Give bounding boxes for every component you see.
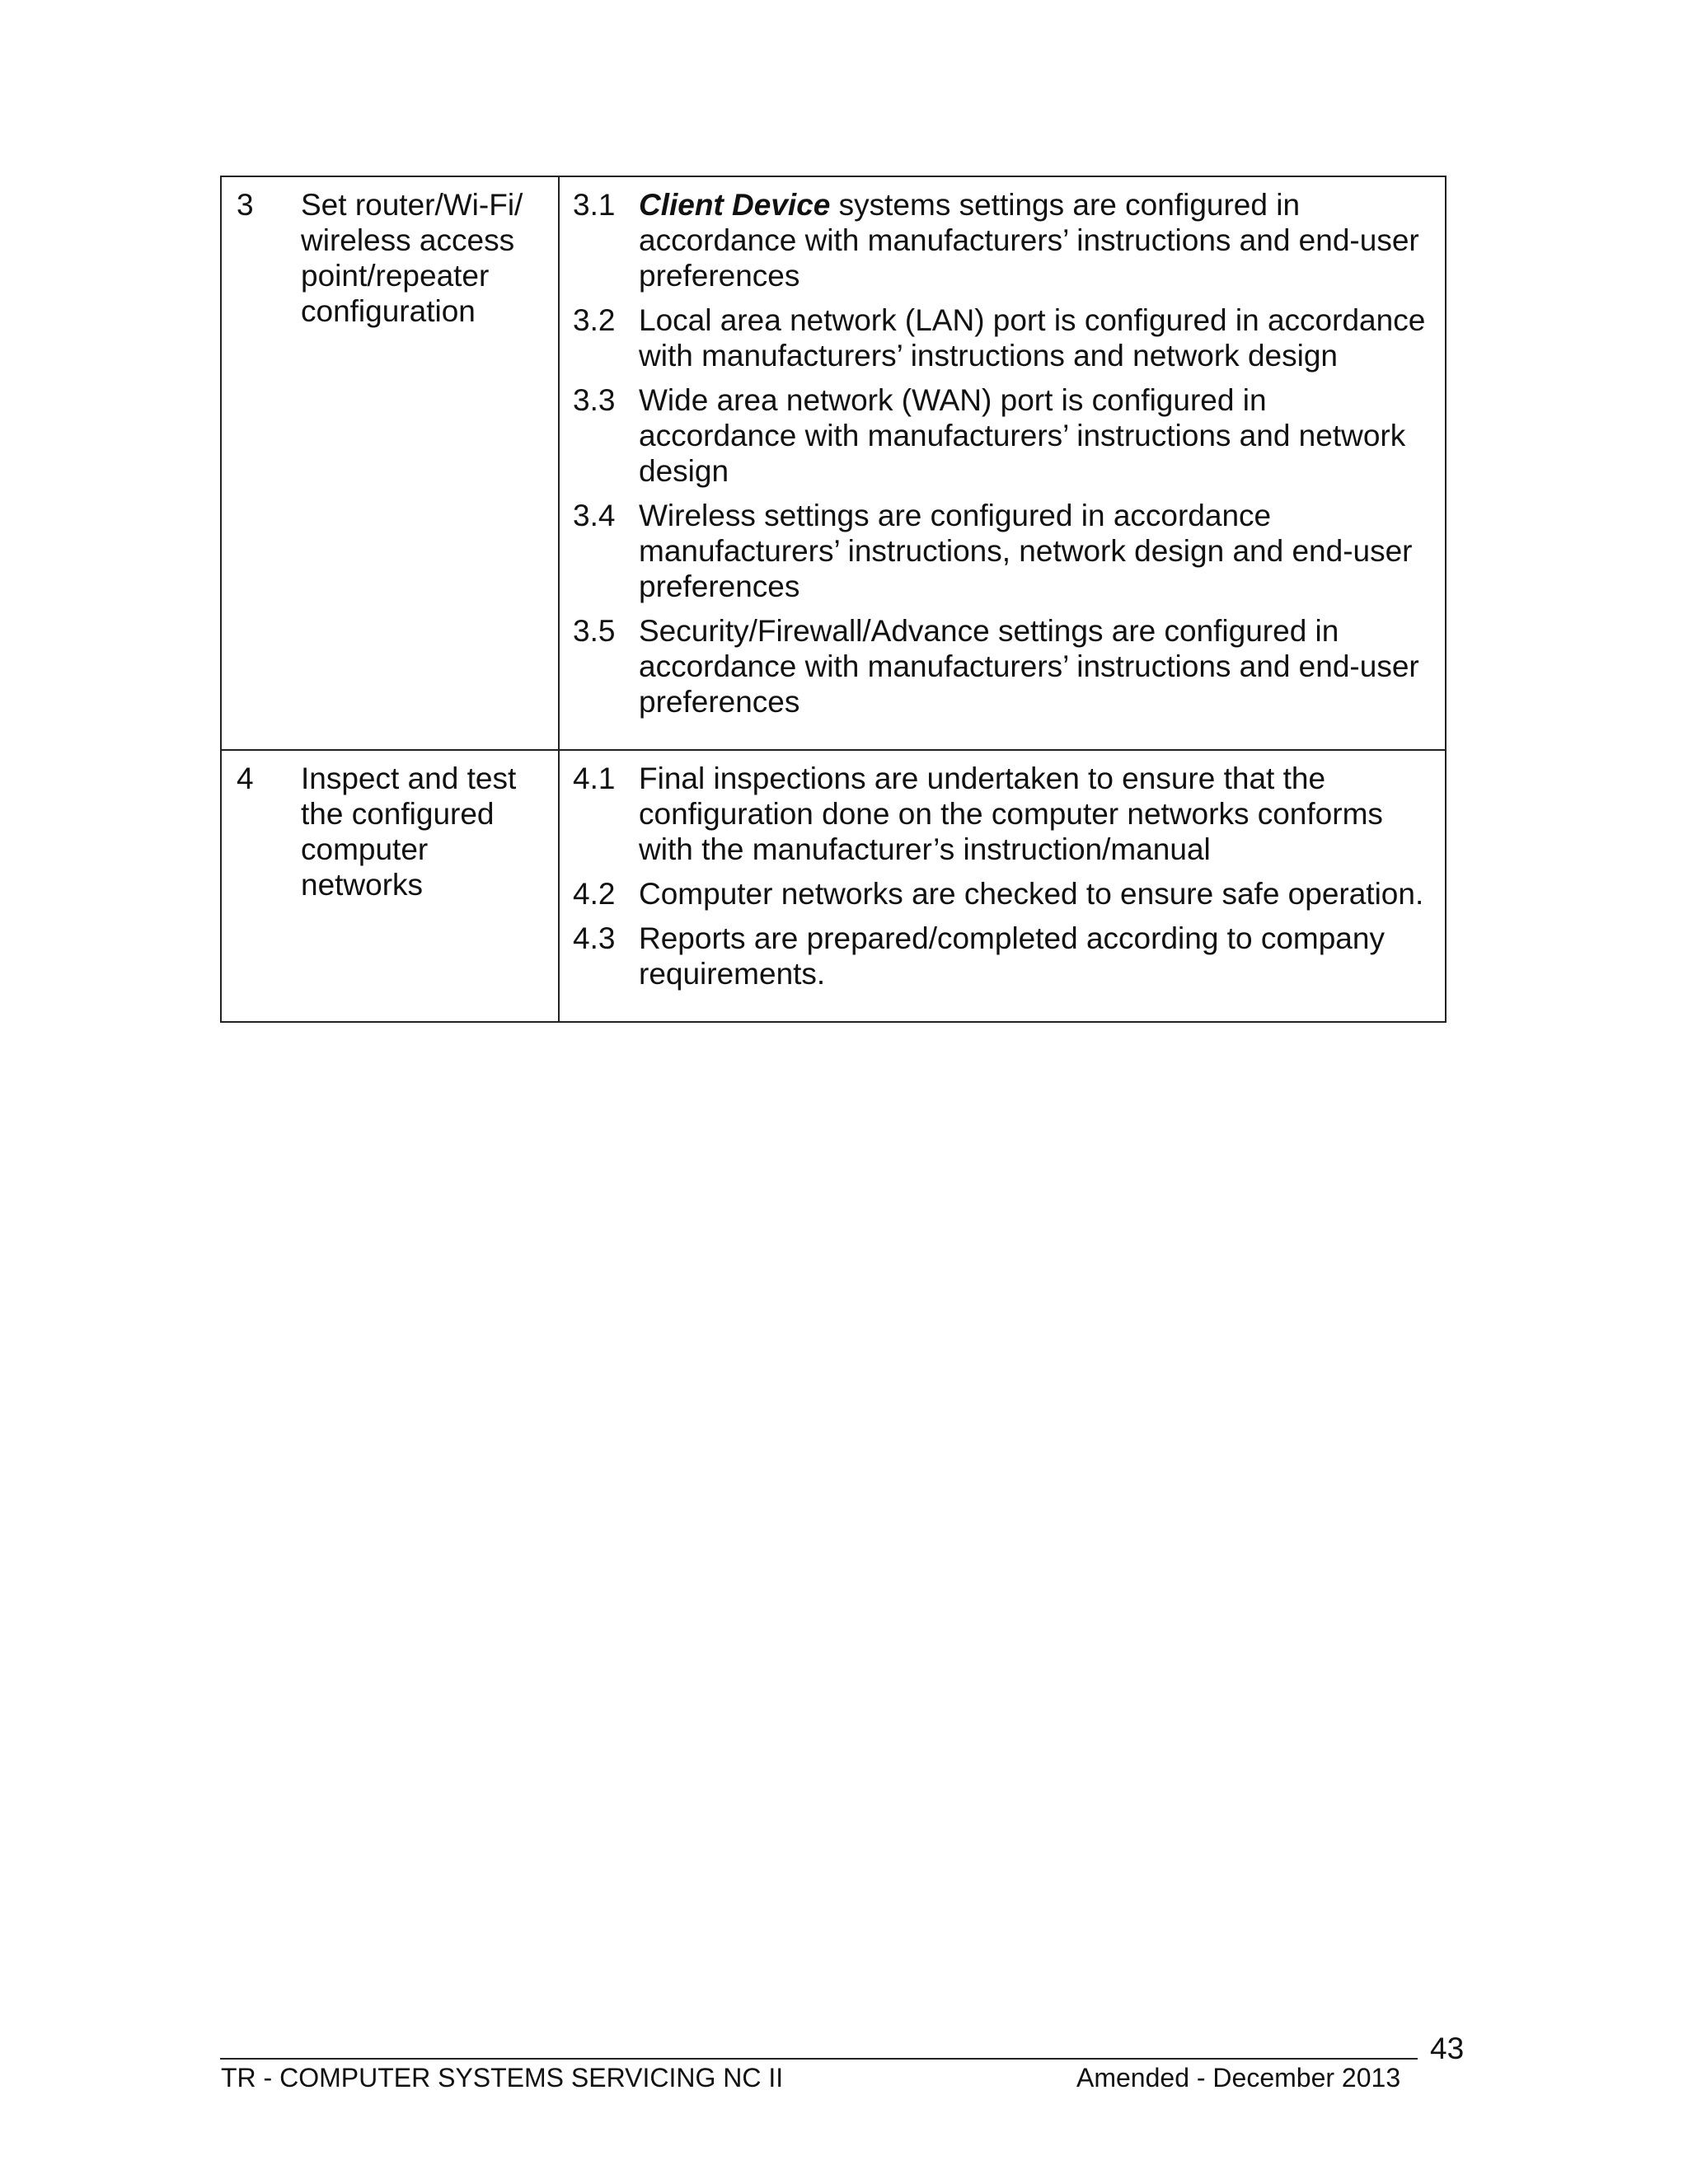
criterion-text: Local area network (LAN) port is configured in accordance with manufacturers’ instructions and network design xyxy=(639,303,1426,373)
page-number: 43 xyxy=(1430,2032,1465,2065)
criterion-item xyxy=(573,302,1432,373)
element-cell xyxy=(221,176,559,750)
criterion-text: Wireless settings are configured in accordance manufacturers’ instructions, network design and end-user preferences xyxy=(639,499,1413,603)
element-number: 4 xyxy=(237,762,254,795)
criterion-emphasis: Client Device xyxy=(639,188,831,222)
criterion-body: systems settings are configured in accordance with manufacturers’ instructions and end-user preferences xyxy=(639,188,1419,293)
criterion-item xyxy=(573,761,1432,867)
criterion-number: 3.5 xyxy=(573,614,616,648)
element-title: Set router/Wi-Fi/ wireless access point/repeater configuration xyxy=(301,188,523,328)
criterion-number: 3.4 xyxy=(573,499,616,532)
element-cell xyxy=(221,750,559,1022)
competency-table xyxy=(220,176,1447,1023)
criterion-item xyxy=(573,382,1432,489)
criterion-text: Final inspections are undertaken to ensure that the configuration done on the computer networks conforms with the manufacturer’s instruction/manual xyxy=(639,762,1383,866)
criterion-number: 3.1 xyxy=(573,188,616,222)
criterion-item xyxy=(573,613,1432,719)
criterion-number: 3.2 xyxy=(573,303,616,337)
footer-document-title: TR - COMPUTER SYSTEMS SERVICING NC II xyxy=(221,2063,784,2093)
table-row xyxy=(221,176,1446,750)
criterion-number: 4.2 xyxy=(573,877,616,911)
criterion-text: Wide area network (WAN) port is configured in accordance with manufacturers’ instructions and network design xyxy=(639,383,1406,488)
element-title: Inspect and test the configured computer networks xyxy=(301,762,517,902)
criterion-item xyxy=(573,498,1432,604)
criterion-text: Security/Firewall/Advance settings are configured in accordance with manufacturers’ instructions and end-user preferences xyxy=(639,614,1419,719)
criterion-number: 3.3 xyxy=(573,383,616,417)
criteria-cell xyxy=(559,750,1446,1022)
table-row xyxy=(221,750,1446,1022)
criterion-number: 4.3 xyxy=(573,921,616,955)
criterion-number: 4.1 xyxy=(573,762,616,795)
criterion-item xyxy=(573,921,1432,991)
criterion-item xyxy=(573,187,1432,293)
footer-rule xyxy=(220,2058,1418,2060)
footer-amendment-date: Amended - December 2013 xyxy=(1076,2063,1401,2093)
element-number: 3 xyxy=(237,188,254,222)
criterion-item xyxy=(573,876,1432,912)
criterion-text: Computer networks are checked to ensure safe operation. xyxy=(639,877,1424,911)
criteria-cell xyxy=(559,176,1446,750)
criterion-text xyxy=(639,187,1432,293)
criterion-text: Reports are prepared/completed according to company requirements. xyxy=(639,921,1385,991)
